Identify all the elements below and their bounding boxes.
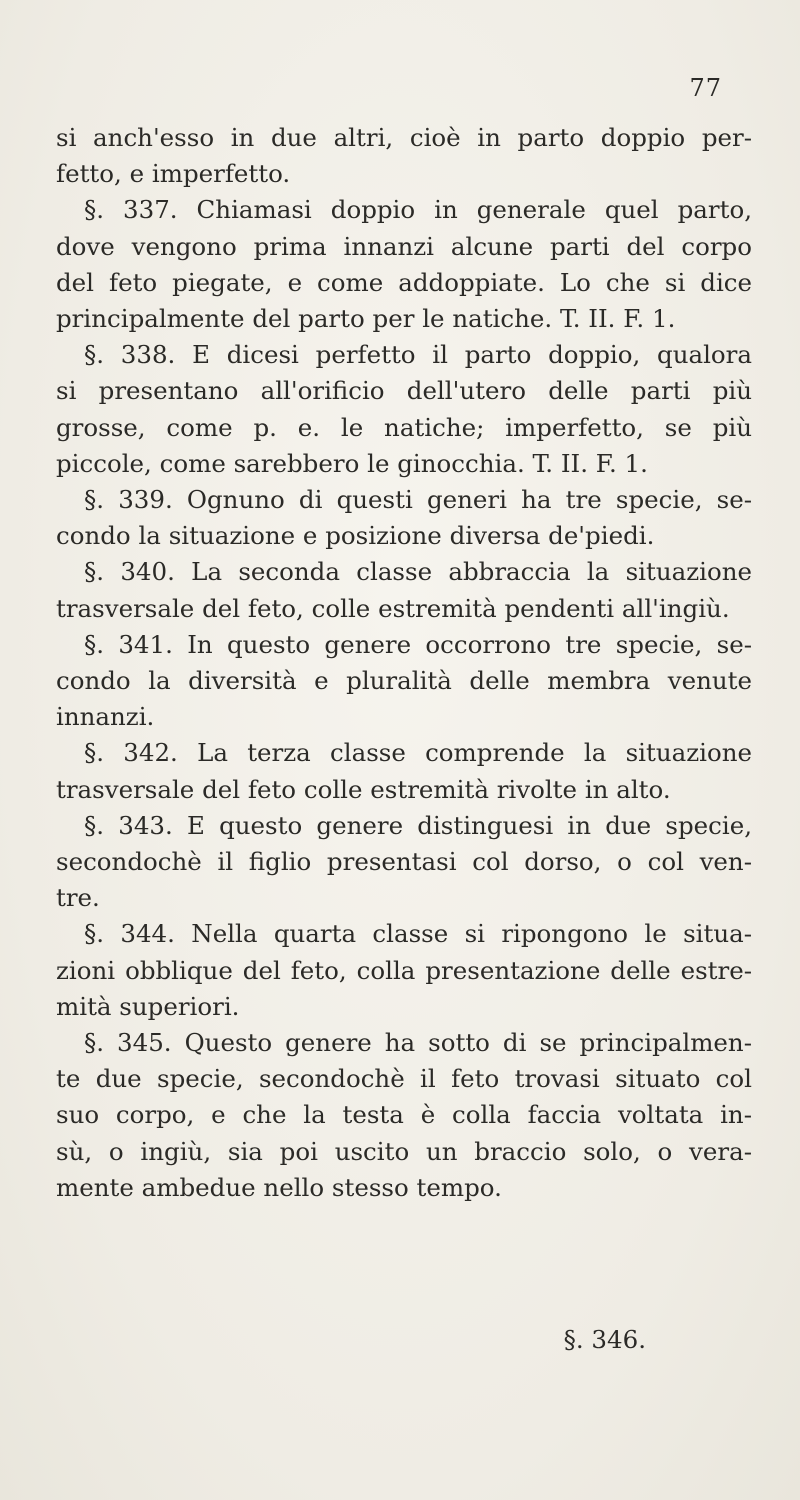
text-line: innanzi. xyxy=(56,702,155,732)
text-line: sù, o ingiù, sia poi uscito un braccio solo, o vera- xyxy=(56,1136,752,1166)
text-line: principalmente del parto per le natiche. T. II. F. 1. xyxy=(56,304,676,334)
text-block xyxy=(56,120,752,1206)
catchword: §. 346. xyxy=(563,1325,646,1354)
text-line: §. 338. E dicesi perfetto il parto doppio, qualora xyxy=(84,340,752,370)
text-line: zioni obblique del feto, colla presentazione delle estre- xyxy=(56,955,752,985)
text-line: §. 341. In questo genere occorrono tre specie, se- xyxy=(84,629,752,659)
text-line: mente ambedue nello stesso tempo. xyxy=(56,1172,502,1202)
text-line: dove vengono prima innanzi alcune parti del corpo xyxy=(56,231,752,261)
text-line: trasversale del feto colle estremità rivolte in alto. xyxy=(56,774,671,804)
text-line: §. 342. La terza classe comprende la situazione xyxy=(84,738,752,768)
text-line: §. 337. Chiamasi doppio in generale quel parto, xyxy=(84,195,752,225)
text-line: secondochè il figlio presentasi col dorso, o col ven- xyxy=(56,847,752,877)
text-line: condo la situazione e posizione diversa de'piedi. xyxy=(56,521,655,551)
text-line: te due specie, secondochè il feto trovasi situato col xyxy=(56,1064,752,1094)
text-line: condo la diversità e pluralità delle membra venute xyxy=(56,666,752,696)
text-line: mità superiori. xyxy=(56,991,240,1021)
text-line: tre. xyxy=(56,883,100,913)
page-number: 77 xyxy=(689,74,722,102)
text-line: §. 344. Nella quarta classe si ripongono le situa- xyxy=(84,919,752,949)
text-line: §. 339. Ognuno di questi generi ha tre specie, se- xyxy=(84,485,752,515)
text-line: trasversale del feto, colle estremità pendenti all'ingiù. xyxy=(56,593,730,623)
text-line: §. 345. Questo genere ha sotto di se principalmen- xyxy=(84,1028,752,1058)
text-line: piccole, come sarebbero le ginocchia. T. II. F. 1. xyxy=(56,448,648,478)
text-line: del feto piegate, e come addoppiate. Lo che si dice xyxy=(56,267,752,297)
text-line: grosse, come p. e. le natiche; imperfetto, se più xyxy=(56,412,752,442)
text-line: fetto, e imperfetto. xyxy=(56,159,291,189)
text-line: si presentano all'orificio dell'utero delle parti più xyxy=(56,376,752,406)
text-line: suo corpo, e che la testa è colla faccia voltata in- xyxy=(56,1100,752,1130)
text-line: si anch'esso in due altri, cioè in parto doppio per- xyxy=(56,123,752,152)
text-line: §. 340. La seconda classe abbraccia la situazione xyxy=(84,557,752,587)
text-line: §. 343. E questo genere distinguesi in due specie, xyxy=(84,810,752,840)
